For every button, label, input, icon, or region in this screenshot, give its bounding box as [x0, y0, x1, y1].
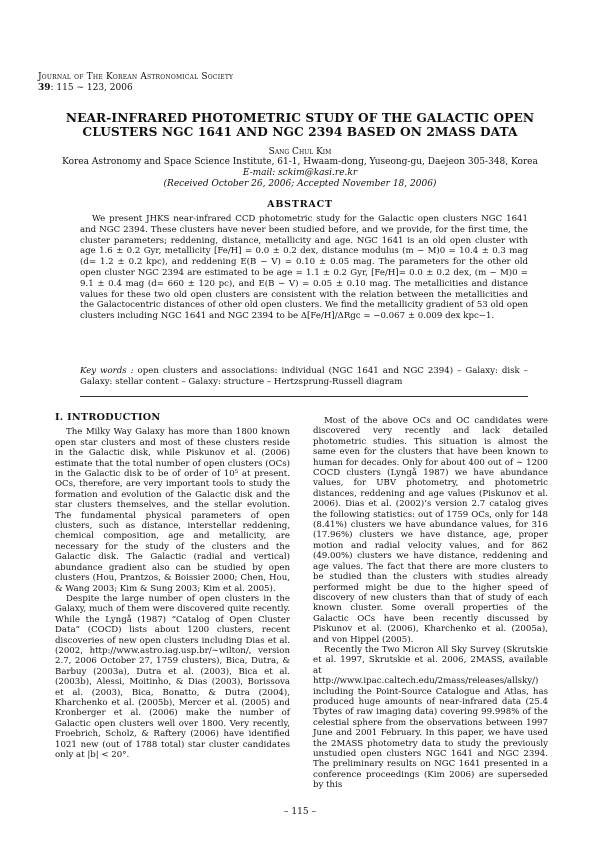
- received-dates: (Received October 26, 2006; Accepted November 18, 2006): [163, 179, 437, 189]
- intro-paragraph-1: The Milky Way Galaxy has more than 1800 known open star clusters and most of these clusters reside in the Galactic disk, while Piskunov et al. (2006) estimate that the total number of open clusters (OCs) in the Galactic disk to be of order of 10⁵ at present. OCs, therefore, are very important tools to study the formation and evolution of the Galactic disk and the star clusters themselves, and the stellar evolution. The fundamental physical parameters of open clusters, such as distance, interstellar reddening, chemical composition, age and metallicity, are necessary for the study of the clusters and the Galactic disk. The Galactic (radial and vertical) abundance gradient also can be studied by open clusters (Hou, Prantzos, & Boissier 2000; Chen, Hou, & Wang 2003; Kim & Sung 2003; Kim et al. 2005).: [55, 427, 290, 594]
- divider-rule: [80, 396, 528, 397]
- right-column: [313, 416, 548, 791]
- journal-pages: : 115 ∼ 123, 2006: [50, 83, 133, 93]
- journal-volume: 39: [38, 83, 51, 93]
- journal-volume-line: [38, 83, 233, 94]
- section-heading: I. INTRODUCTION: [55, 412, 161, 423]
- abstract-text: We present JHKS near-infrared CCD photometric study for the Galactic open clusters NGC 1641 and NGC 2394. These clusters have never been studied before, and we provide, for the first time, the cluster parameters; reddening, distance, metallicity and age. NGC 1641 is an old open cluster with age 1.6 ± 0.2 Gyr, metallicity [Fe/H] = 0.0 ± 0.2 dex, distance modulus (m − M)0 = 10.4 ± 0.3 mag (d= 1.2 ± 0.2 kpc), and reddening E(B − V) = 0.10 ± 0.05 mag. The parameters for the other old open cluster NGC 2394 are estimated to be age = 1.1 ± 0.2 Gyr, [Fe/H]= 0.0 ± 0.2 dex, (m − M)0 = 9.1 ± 0.4 mag (d= 660 ± 120 pc), and E(B − V) = 0.05 ± 0.10 mag. The metallicities and distance values for these two old open clusters are consistent with the relation between the metallicities and the Galactocentric distances of other old open clusters. We find the metallicity gradient of 53 old open clusters including NGC 1641 and NGC 2394 to be Δ[Fe/H]/ΔRgc = −0.067 ± 0.009 dex kpc−1.: [80, 214, 528, 322]
- title-line-2: CLUSTERS NGC 1641 AND NGC 2394 BASED ON 2MASS DATA: [82, 125, 518, 139]
- intro-paragraph-2: Despite the large number of open clusters in the Galaxy, much of them were discovered quite recently. While the Lyngå (1987) “Catalog of Open Cluster Data” (COCD) lists about 1200 clusters, recent discoveries of new open clusters including Dias et al. (2002, http://www.astro.iag.usp.br/∼wilton/, version 2.7, 2006 October 27, 1759 clusters), Bica, Dutra, & Barbuy (2003a), Dutra et al. (2003), Bica et al. (2003b), Alessi, Moitinho, & Dias (2003), Borissova et al. (2003), Bica, Bonatto, & Dutra (2004), Kharchenko et al. (2005b), Mercer et al. (2005) and Kronberger et al. (2006) make the number of Galactic open clusters well over 1800. Very recently, Froebrich, Scholz, & Raftery (2006) have identified 1021 new (out of 1788 total) star cluster candidates only at |b| < 20°.: [55, 593, 290, 760]
- author-name: Sang Chul Kim: [268, 147, 332, 157]
- author-affiliation: Korea Astronomy and Space Science Institute, 61-1, Hwaam-dong, Yuseong-gu, Daejeon 305-348, Korea: [62, 157, 538, 167]
- keywords-label: Key words :: [80, 366, 134, 376]
- title-line-1: NEAR-INFRARED PHOTOMETRIC STUDY OF THE GALACTIC OPEN: [65, 111, 535, 125]
- keywords-text: open clusters and associations: individual (NGC 1641 and NGC 2394) – Galaxy: disk – Galaxy: stellar content – Galaxy: structure – Hertzsprung-Russell diagram: [80, 366, 528, 387]
- abstract-heading: ABSTRACT: [267, 199, 333, 210]
- intro-paragraph-4: Recently the Two Micron All Sky Survey (Skrutskie et al. 1997, Skrutskie et al. 2006, 2MASS, available at http://www.ipac.caltech.edu/2mass/releases/allsky/) including the Point-Source Catalogue and Atlas, has produced huge amounts of near-infrared data (25.4 Tbytes of raw imaging data) covering 99.998% of the celestial sphere from the observations between 1997 June and 2001 February. In this paper, we have used the 2MASS photometry data to study the previously unstudied open clusters NGC 1641 and NGC 2394. The preliminary results on NGC 1641 presented in a conference proceedings (Kim 2006) are superseded by this: [313, 644, 548, 791]
- left-column: [55, 413, 290, 760]
- journal-name: Journal of The Korean Astronomical Society: [38, 72, 234, 82]
- keywords: [80, 366, 528, 388]
- author-email: E-mail: sckim@kasi.re.kr: [242, 168, 358, 178]
- page-number: – 115 –: [284, 807, 316, 817]
- intro-paragraph-3: Most of the above OCs and OC candidates were discovered very recently and lack detailed photometric studies. This situation is almost the same even for the clusters that have been known to human for decades. Only for about 400 out of ∼ 1200 COCD clusters (Lyngå 1987) we have abundance values, for UBV photometry, and photometric distances, reddening and age values (Piskunov et al. 2006). Dias et al. (2002)’s version 2.7 catalog gives the following statistics: out of 1759 OCs, only for 148 (8.41%) clusters we have abundance values, for 316 (17.96%) clusters we have distance, age, proper motion and radial velocity values, and for 862 (49.00%) clusters we have distance, reddening and age values. The fact that there are more clusters to be studied than the clusters with studies already performed might be due to the higher speed of discovery of new clusters than that of study of each known cluster. Some overall properties of the Galactic OCs have been recently discussed by Piskunov et al. (2006), Kharchenko et al. (2005a), and von Hippel (2005).: [313, 416, 548, 645]
- journal-header: [38, 72, 233, 94]
- paper-title: [40, 111, 560, 139]
